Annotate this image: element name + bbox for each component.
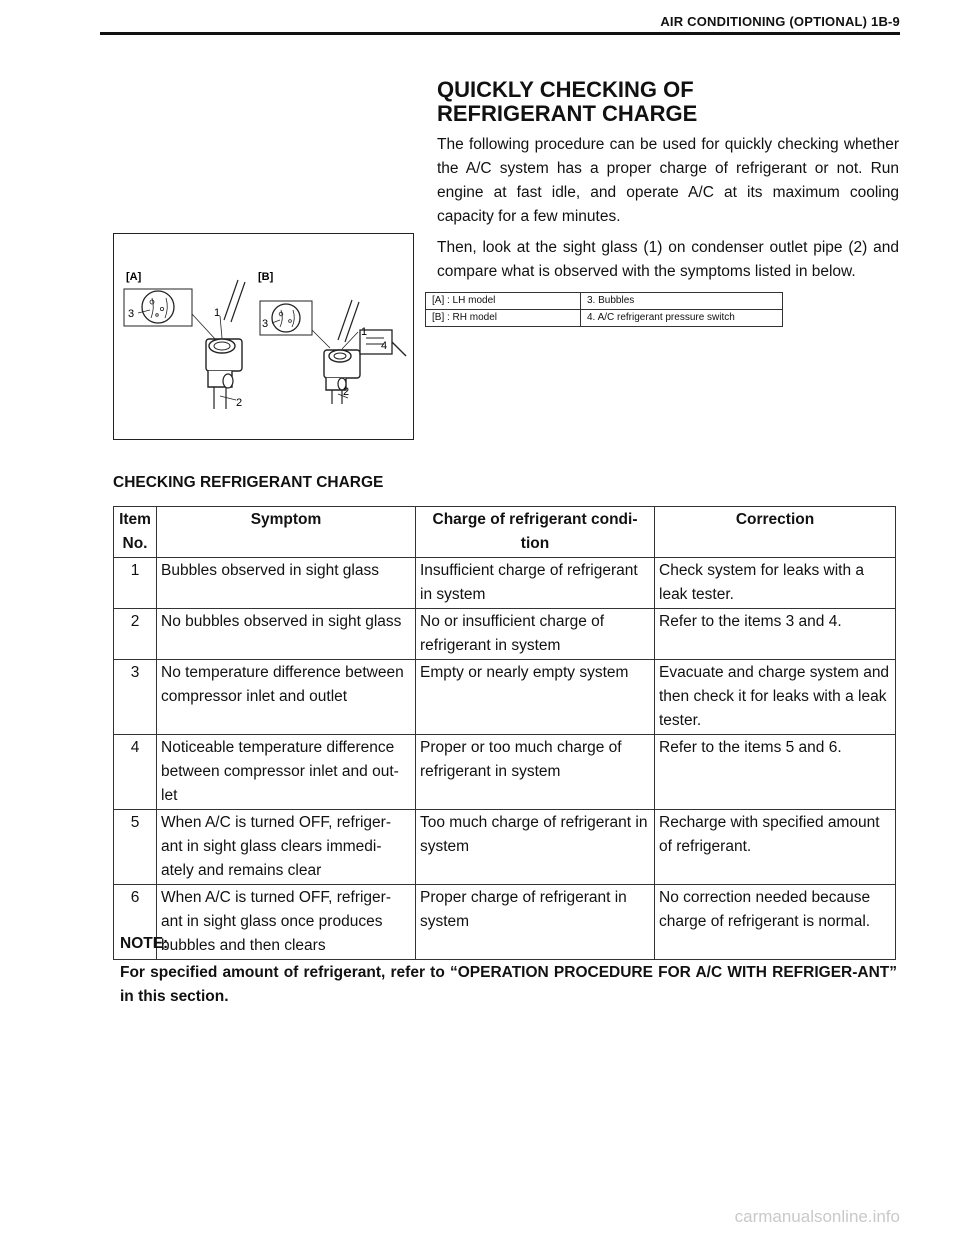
cell-item-no: 1: [114, 558, 157, 609]
legend-cell: 4. A/C refrigerant pressure switch: [581, 310, 783, 327]
label-a: [A]: [126, 271, 142, 283]
cell-correction: Check system for leaks with a leak tester.: [655, 558, 896, 609]
header-item-no: Item No.: [114, 507, 157, 558]
table-row: [114, 609, 896, 660]
label-b: [B]: [258, 271, 274, 283]
callout-3-b: 3: [262, 318, 269, 330]
sight-glass-bubbles-a: [142, 291, 174, 323]
cell-item-no: 6: [114, 885, 157, 960]
callout-3-a: 3: [128, 308, 135, 320]
sight-glass-bubbles-b: [272, 304, 300, 332]
header-correction: Correction: [655, 507, 896, 558]
figure-legend: [425, 292, 783, 327]
callout-2-a: 2: [236, 397, 243, 409]
callout-4-b: 4: [381, 340, 388, 352]
table-row: [114, 558, 896, 609]
note-label: NOTE:: [120, 935, 169, 952]
legend-row: [426, 310, 783, 327]
cell-correction: No correction needed because charge of refrigerant is normal.: [655, 885, 896, 960]
table-row: [114, 885, 896, 960]
cell-charge-condition: Insufficient charge of refrigerant in system: [416, 558, 655, 609]
cell-symptom: Bubbles observed in sight glass: [157, 558, 416, 609]
watermark: carmanualsonline.info: [734, 1207, 900, 1226]
sight-glass-illustration: [114, 234, 413, 439]
legend-row: [426, 293, 783, 310]
refrigerant-charge-table: [113, 506, 896, 960]
legend-cell: [A] : LH model: [426, 293, 581, 310]
cell-charge-condition: Empty or nearly empty system: [416, 660, 655, 735]
header-charge-condition: Charge of refrigerant condi-tion: [416, 507, 655, 558]
table-row: [114, 810, 896, 885]
header-rule: [100, 32, 900, 35]
cell-symptom: Noticeable temperature difference between compressor inlet and out-let: [157, 735, 416, 810]
cell-item-no: 2: [114, 609, 157, 660]
legend-cell: 3. Bubbles: [581, 293, 783, 310]
cell-correction: Recharge with specified amount of refrigerant.: [655, 810, 896, 885]
header-symptom: Symptom: [157, 507, 416, 558]
cell-symptom: When A/C is turned OFF, refriger-ant in sight glass clears immedi-ately and remains clear: [157, 810, 416, 885]
cell-item-no: 4: [114, 735, 157, 810]
cell-charge-condition: No or insufficient charge of refrigerant in system: [416, 609, 655, 660]
note-text: For specified amount of refrigerant, refer to “OPERATION PROCEDURE FOR A/C WITH REFRIGER-ANT” in this section.: [120, 964, 897, 1005]
cell-symptom: When A/C is turned OFF, refriger-ant in sight glass once produces bubbles and then clears: [157, 885, 416, 960]
cell-charge-condition: Proper or too much charge of refrigerant in system: [416, 735, 655, 810]
cell-correction: Evacuate and charge system and then check it for leaks with a leak tester.: [655, 660, 896, 735]
table-row: [114, 735, 896, 810]
cell-symptom: No temperature difference between compressor inlet and outlet: [157, 660, 416, 735]
cell-charge-condition: Proper charge of refrigerant in system: [416, 885, 655, 960]
callout-1-a: 1: [214, 307, 221, 319]
page-header-title: AIR CONDITIONING (OPTIONAL) 1B-9: [660, 14, 900, 29]
legend-cell: [B] : RH model: [426, 310, 581, 327]
cell-symptom: No bubbles observed in sight glass: [157, 609, 416, 660]
sight-glass-b: [329, 350, 351, 362]
cell-charge-condition: Too much charge of refrigerant in system: [416, 810, 655, 885]
cell-item-no: 5: [114, 810, 157, 885]
cell-item-no: 3: [114, 660, 157, 735]
callout-2-b: 2: [343, 386, 350, 398]
sight-glass-figure: [113, 233, 414, 440]
table-title: CHECKING REFRIGERANT CHARGE: [113, 474, 384, 491]
sight-glass-a: [209, 339, 235, 353]
table-row: [114, 660, 896, 735]
callout-1-b: 1: [361, 326, 368, 338]
section-title: QUICKLY CHECKING OF REFRIGERANT CHARGE: [437, 77, 698, 126]
table-header-row: [114, 507, 896, 558]
cell-correction: Refer to the items 3 and 4.: [655, 609, 896, 660]
instruction-paragraph: Then, look at the sight glass (1) on condenser outlet pipe (2) and compare what is observed with the symptoms listed in below.: [437, 239, 899, 280]
cell-correction: Refer to the items 5 and 6.: [655, 735, 896, 810]
intro-paragraph: The following procedure can be used for quickly checking whether the A/C system has a proper charge of refrigerant or not. Run engine at fast idle, and operate A/C at its maximum cooling capacity for a few minutes.: [437, 136, 899, 225]
